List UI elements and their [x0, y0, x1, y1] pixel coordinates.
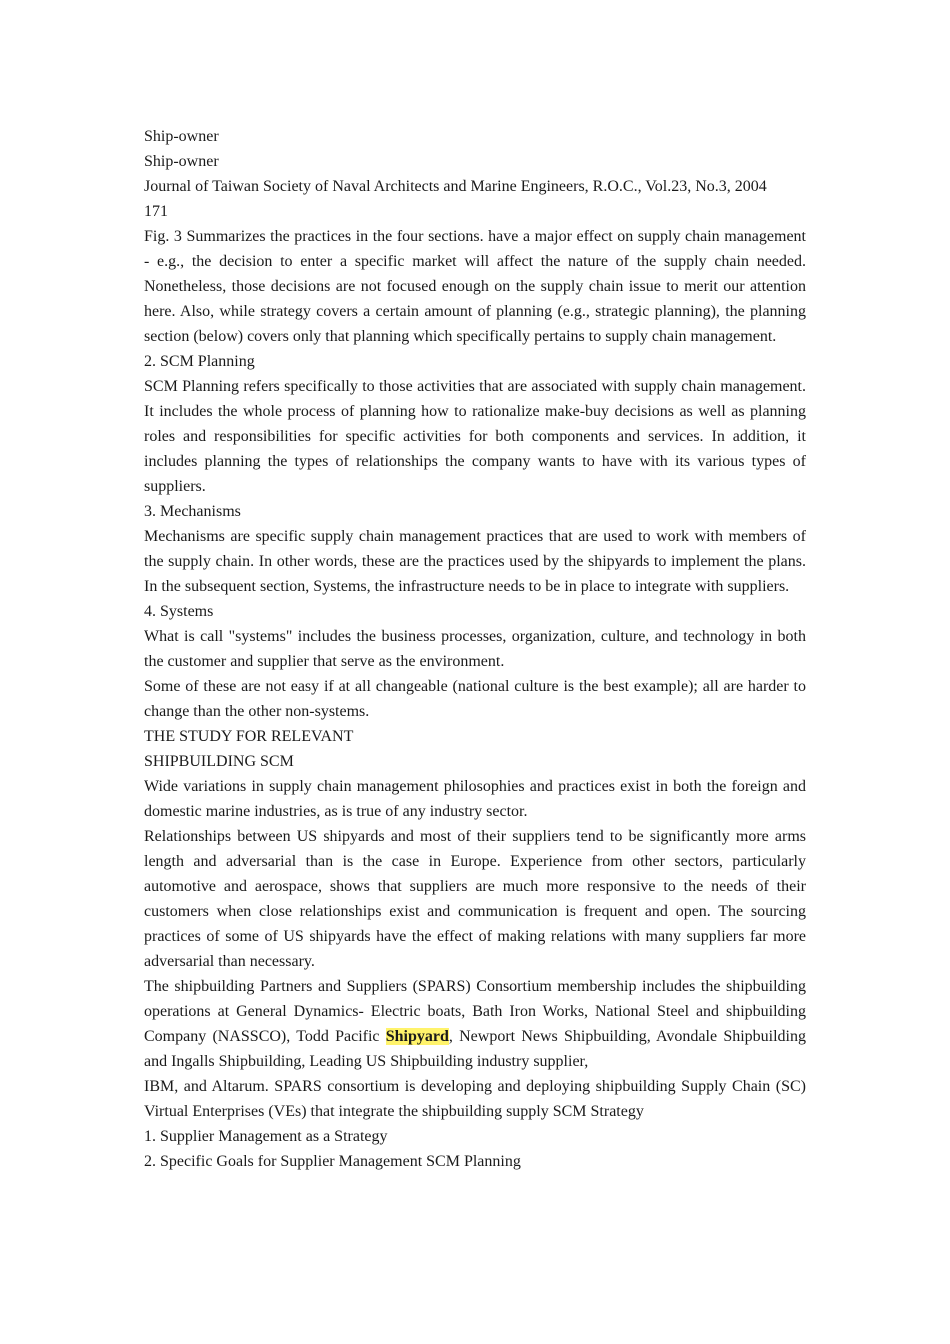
paragraph-fig3: Fig. 3 Summarizes the practices in the four sections. have a major effect on supply chain management - e.g., the decision to enter a specific market will affect the nature of the supply chain needed. Nonetheless, those decisions are not focused enough on the supply chain issue to merit our attention here. Also, while strategy covers a certain amount of planning (e.g., strategic planning), the planning section (below) covers only that planning which specifically pertains to supply chain management. [144, 228, 806, 345]
paragraph-relationships: Relationships between US shipyards and most of their suppliers tend to be significantly more arms length and adversarial than is the case in Europe. Experience from other sectors, particularly automotive and aerospace, shows that suppliers are much more responsive to the needs of their customers when close relationships exist and communication is frequent and open. The sourcing practices of some of US shipyards have the effect of making relations with many suppliers far more adversarial than necessary. [144, 828, 806, 970]
paragraph-spars [144, 974, 806, 1074]
paragraph-systems-2: Some of these are not easy if at all changeable (national culture is the best example); all are harder to change than the other non-systems. [144, 678, 806, 720]
text-line: Ship-owner [144, 153, 219, 170]
section-heading: 2. SCM Planning [144, 353, 255, 370]
search-highlight: Shipyard [385, 1028, 449, 1045]
paragraph-systems: What is call "systems" includes the business processes, organization, culture, and technology in both the customer and supplier that serve as the environment. [144, 628, 806, 670]
page-number: 171 [144, 203, 168, 220]
paragraph-variations: Wide variations in supply chain management philosophies and practices exist in both the foreign and domestic marine industries, as is true of any industry sector. [144, 778, 806, 820]
spars-text-b: , Newport News Shipbuilding, Avondale Shipbuilding and Ingalls Shipbuilding, Leading US Shipbuilding industry supplier, [144, 1028, 806, 1070]
section-heading: SHIPBUILDING SCM [144, 753, 294, 770]
paragraph-mechanisms: Mechanisms are specific supply chain management practices that are used to work with members of the supply chain. In other words, these are the practices used by the shipyards to implement the plans. In the subsequent section, Systems, the infrastructure needs to be in place to integrate with suppliers. [144, 528, 806, 595]
paragraph-ibm: IBM, and Altarum. SPARS consortium is developing and deploying shipbuilding Supply Chain (SC) Virtual Enterprises (VEs) that integrate the shipbuilding supply SCM Strategy [144, 1078, 806, 1120]
journal-citation: Journal of Taiwan Society of Naval Architects and Marine Engineers, R.O.C., Vol.23, No.3, 2004 [144, 178, 767, 195]
paragraph-scm-planning: SCM Planning refers specifically to those activities that are associated with supply chain management. It includes the whole process of planning how to rationalize make-buy decisions as well as planning roles and responsibilities for specific activities for both components and services. In addition, it includes planning the types of relationships the company wants to have with its various types of suppliers. [144, 378, 806, 495]
section-heading: THE STUDY FOR RELEVANT [144, 728, 354, 745]
document-page [144, 124, 806, 1174]
list-item: 1. Supplier Management as a Strategy [144, 1128, 388, 1145]
list-item: 2. Specific Goals for Supplier Management SCM Planning [144, 1153, 521, 1170]
text-line: Ship-owner [144, 128, 219, 145]
section-heading: 4. Systems [144, 603, 214, 620]
section-heading: 3. Mechanisms [144, 503, 241, 520]
spars-text-a: The shipbuilding Partners and Suppliers (SPARS) Consortium membership includes the shipbuilding operations at General Dynamics- Electric boats, Bath Iron Works, National Steel and shipbuilding Company (NASSCO), Todd Pacific [144, 978, 806, 1045]
